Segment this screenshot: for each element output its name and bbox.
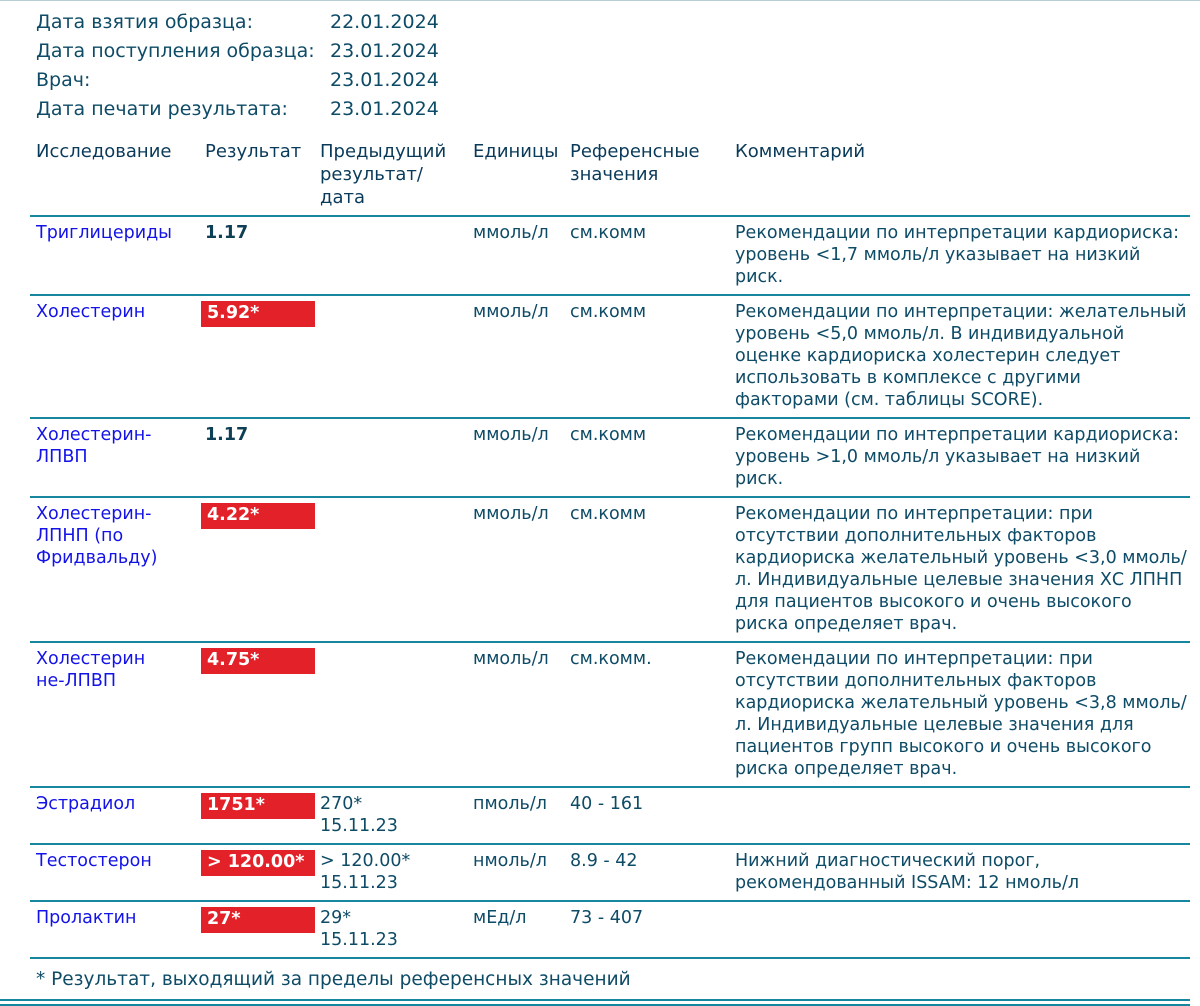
test-name-link[interactable]: Холестерин xyxy=(36,302,146,322)
column-header-previous: Предыдущий результат/дата xyxy=(320,141,447,208)
previous-result-cell xyxy=(315,299,467,411)
reference-cell xyxy=(564,848,727,894)
reference-cell xyxy=(564,905,727,951)
units-value: ммоль/л xyxy=(473,504,549,524)
reference-range: см.комм. xyxy=(570,649,652,669)
previous-result-cell xyxy=(315,220,467,288)
table-header-row xyxy=(30,138,1190,217)
units-cell xyxy=(467,422,564,490)
units-value: ммоль/л xyxy=(473,425,549,445)
reference-range: 40 - 161 xyxy=(570,794,644,814)
comment-cell xyxy=(727,905,1190,951)
test-name-cell xyxy=(30,791,198,837)
results-table xyxy=(30,138,1190,959)
table-body xyxy=(30,217,1190,959)
test-name-cell xyxy=(30,905,198,951)
meta-value: 23.01.2024 xyxy=(330,98,439,120)
reference-range: 8.9 - 42 xyxy=(570,851,638,871)
meta-row-sample-received xyxy=(36,37,1200,66)
meta-label: Дата взятия образца: xyxy=(36,11,253,33)
result-cell xyxy=(198,848,315,894)
units-cell xyxy=(467,905,564,951)
table-row xyxy=(30,417,1190,496)
out-of-range-footnote: * Результат, выходящий за пределы референсных значений xyxy=(36,969,631,990)
previous-result-value: > 120.00* xyxy=(320,851,411,871)
reference-cell xyxy=(564,791,727,837)
result-value: 1751* xyxy=(201,793,315,819)
column-header-comment: Комментарий xyxy=(735,141,866,162)
page-top-border xyxy=(0,0,1200,1)
column-header-reference: Референсные значения xyxy=(570,141,700,185)
test-name-link[interactable]: Пролактин xyxy=(36,908,137,928)
meta-row-doctor xyxy=(36,66,1200,95)
comment-cell xyxy=(727,501,1190,635)
table-row xyxy=(30,641,1190,786)
test-name-link[interactable]: Холестерин-ЛПВП xyxy=(36,425,152,467)
table-row xyxy=(30,217,1190,294)
result-value: 1.17 xyxy=(205,425,249,445)
test-name-cell xyxy=(30,848,198,894)
meta-label: Дата поступления образца: xyxy=(36,40,315,62)
test-name-cell xyxy=(30,220,198,288)
reference-range: см.комм xyxy=(570,302,647,322)
units-value: пмоль/л xyxy=(473,794,547,814)
previous-result-cell xyxy=(315,646,467,780)
units-cell xyxy=(467,299,564,411)
previous-result-cell xyxy=(315,848,467,894)
result-cell xyxy=(198,791,315,837)
comment-text: Рекомендации по интерпретации: при отсутствии дополнительных факторов кардиориска желательный уровень <3,0 ммоль/л. Индивидуальные целевые значения ХС ЛПНП для пациентов высокого и очень высокого риска определяет врач. xyxy=(735,504,1187,634)
reference-range: см.комм xyxy=(570,425,647,445)
table-row xyxy=(30,843,1190,900)
result-cell xyxy=(198,299,315,411)
meta-value: 22.01.2024 xyxy=(330,11,439,33)
previous-result-date: 15.11.23 xyxy=(320,873,398,893)
comment-cell xyxy=(727,422,1190,490)
reference-range: см.комм xyxy=(570,504,647,524)
comment-cell xyxy=(727,220,1190,288)
meta-row-sample-taken xyxy=(36,8,1200,37)
test-name-cell xyxy=(30,646,198,780)
test-name-link[interactable]: Холестерин не-ЛПВП xyxy=(36,649,146,691)
meta-label: Дата печати результата: xyxy=(36,98,288,120)
comment-cell xyxy=(727,848,1190,894)
units-value: нмоль/л xyxy=(473,851,547,871)
units-value: ммоль/л xyxy=(473,649,549,669)
meta-row-printed xyxy=(36,95,1200,124)
comment-cell xyxy=(727,299,1190,411)
reference-cell xyxy=(564,299,727,411)
previous-result-date: 15.11.23 xyxy=(320,816,398,836)
table-row xyxy=(30,900,1190,957)
result-cell xyxy=(198,646,315,780)
result-cell xyxy=(198,422,315,490)
units-value: ммоль/л xyxy=(473,302,549,322)
result-value: 5.92* xyxy=(201,301,315,327)
result-cell xyxy=(198,905,315,951)
result-value: 4.75* xyxy=(201,648,315,674)
table-row xyxy=(30,786,1190,843)
result-cell xyxy=(198,220,315,288)
column-header-result: Результат xyxy=(205,141,302,162)
comment-text: Нижний диагностический порог, рекомендованный ISSAM: 12 нмоль/л xyxy=(735,851,1080,893)
previous-result-date: 15.11.23 xyxy=(320,930,398,950)
meta-value: 23.01.2024 xyxy=(330,69,439,91)
reference-range: 73 - 407 xyxy=(570,908,644,928)
reference-cell xyxy=(564,422,727,490)
units-cell xyxy=(467,848,564,894)
units-value: мЕд/л xyxy=(473,908,527,928)
previous-result-cell xyxy=(315,422,467,490)
test-name-link[interactable]: Эстрадиол xyxy=(36,794,136,814)
previous-result-cell xyxy=(315,905,467,951)
test-name-link[interactable]: Холестерин-ЛПНП (по Фридвальду) xyxy=(36,504,158,568)
test-name-cell xyxy=(30,501,198,635)
column-header-test: Исследование xyxy=(36,141,172,162)
reference-cell xyxy=(564,501,727,635)
result-cell xyxy=(198,501,315,635)
units-cell xyxy=(467,791,564,837)
result-value: 27* xyxy=(201,907,315,933)
previous-result-value: 270* xyxy=(320,794,363,814)
report-metadata xyxy=(36,8,1200,124)
comment-text: Рекомендации по интерпретации: желательный уровень <5,0 ммоль/л. В индивидуальной оценке кардиориска холестерин следует использовать в комплексе с другими факторами (см. таблицы SCORE). xyxy=(735,302,1187,410)
units-cell xyxy=(467,220,564,288)
units-cell xyxy=(467,501,564,635)
result-value: 1.17 xyxy=(205,223,249,243)
comment-text: Рекомендации по интерпретации кардиориска: уровень <1,7 ммоль/л указывает на низкий риск. xyxy=(735,223,1179,287)
result-value: > 120.00* xyxy=(201,850,315,876)
comment-text: Рекомендации по интерпретации кардиориска: уровень >1,0 ммоль/л указывает на низкий риск. xyxy=(735,425,1179,489)
meta-label: Врач: xyxy=(36,69,91,91)
previous-result-cell xyxy=(315,501,467,635)
test-name-cell xyxy=(30,422,198,490)
test-name-link[interactable]: Триглицериды xyxy=(36,223,173,243)
comment-cell xyxy=(727,791,1190,837)
meta-value: 23.01.2024 xyxy=(330,40,439,62)
test-name-cell xyxy=(30,299,198,411)
comment-cell xyxy=(727,646,1190,780)
comment-text: Рекомендации по интерпретации: при отсутствии дополнительных факторов кардиориска желательный уровень <3,8 ммоль/л. Индивидуальные целевые значения для пациентов групп высокого и очень высокого риска определяет врач. xyxy=(735,649,1187,779)
page-end-line xyxy=(0,999,1190,1001)
reference-range: см.комм xyxy=(570,223,647,243)
test-name-link[interactable]: Тестостерон xyxy=(36,851,152,871)
table-row xyxy=(30,294,1190,417)
result-value: 4.22* xyxy=(201,503,315,529)
previous-result-value: 29* xyxy=(320,908,352,928)
units-value: ммоль/л xyxy=(473,223,549,243)
reference-cell xyxy=(564,646,727,780)
previous-result-cell xyxy=(315,791,467,837)
table-row xyxy=(30,496,1190,641)
column-header-units: Единицы xyxy=(473,141,559,162)
units-cell xyxy=(467,646,564,780)
reference-cell xyxy=(564,220,727,288)
